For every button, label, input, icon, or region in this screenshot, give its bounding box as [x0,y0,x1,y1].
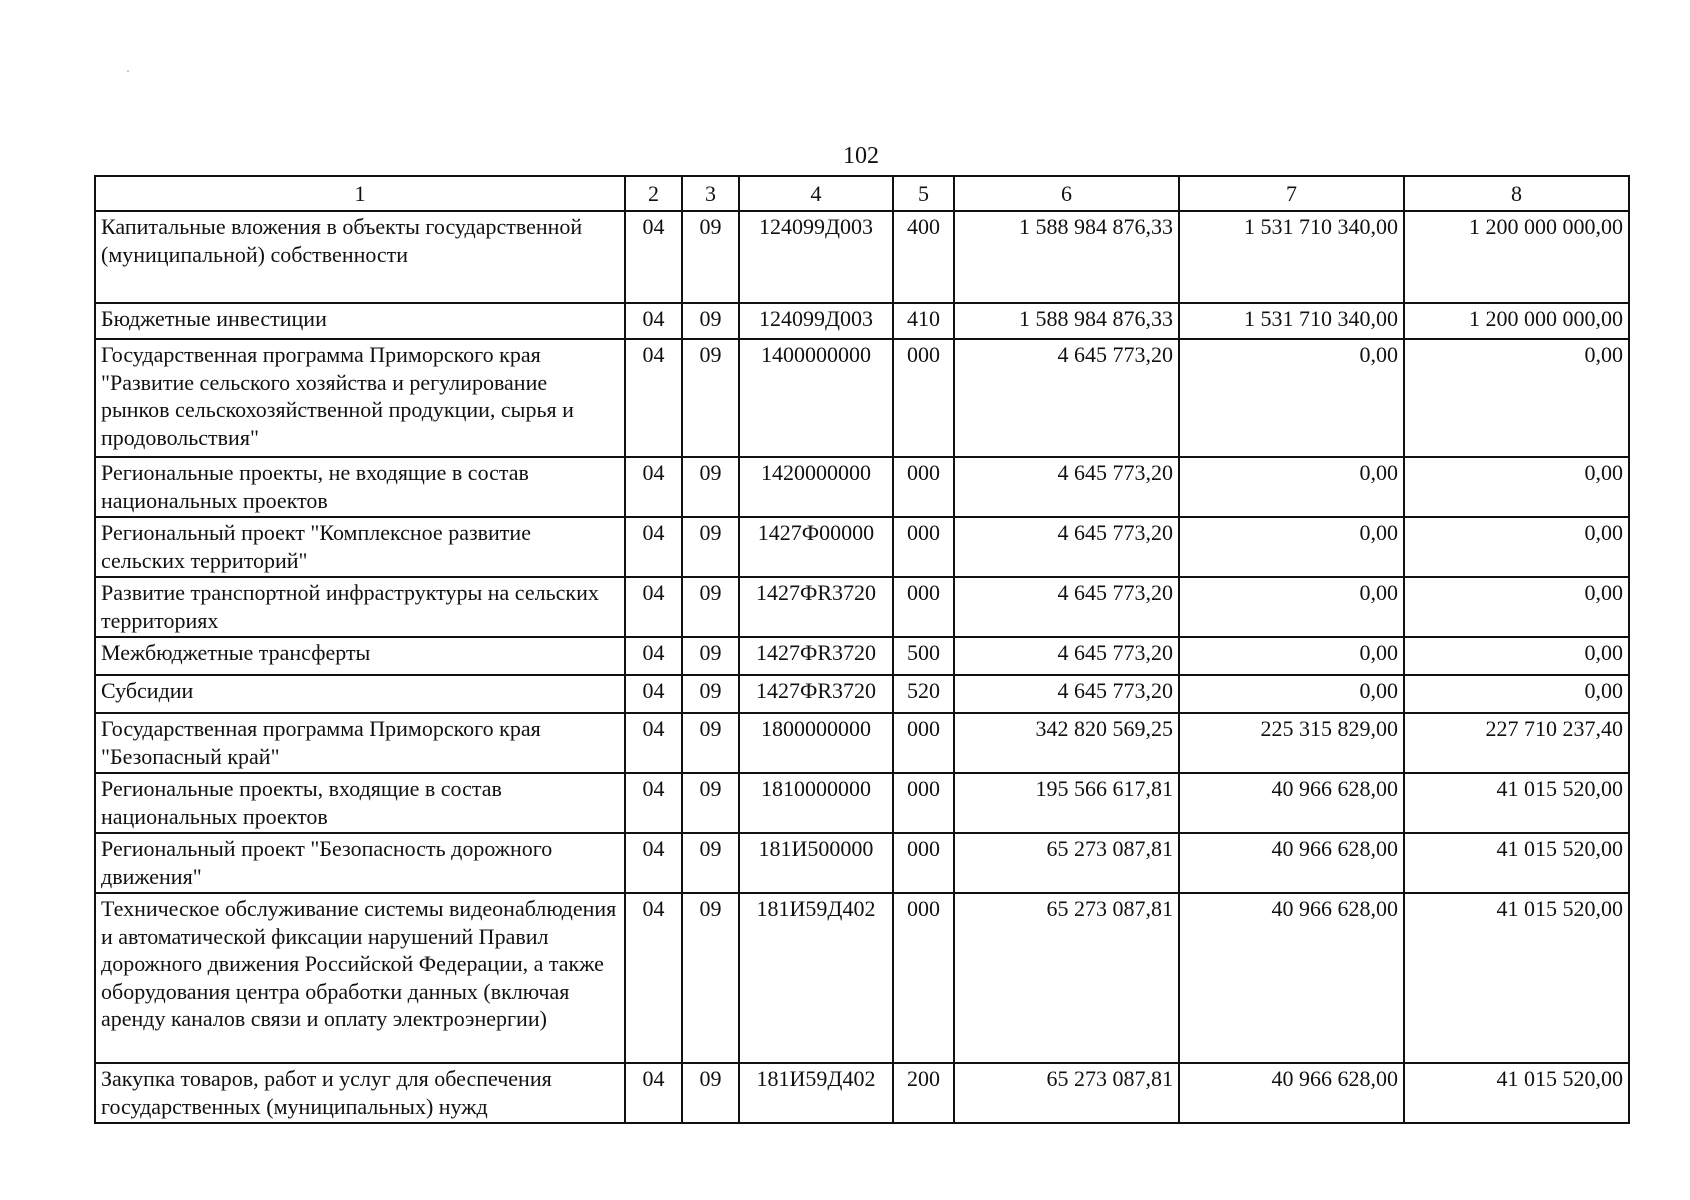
expense-type-code: 000 [893,457,954,517]
expense-type-code: 000 [893,833,954,893]
section-code: 04 [625,211,682,303]
table-row [95,1063,1629,1123]
target-article-code: 1427ФR3720 [739,577,893,637]
section-code: 04 [625,773,682,833]
row-name: Региональный проект "Комплексное развитие сельских территорий" [95,517,625,577]
row-name: Государственная программа Приморского края "Безопасный край" [95,713,625,773]
amount-col-7: 40 966 628,00 [1179,773,1404,833]
target-article-code: 1420000000 [739,457,893,517]
table-row [95,713,1629,773]
amount-col-8: 0,00 [1404,637,1629,675]
expense-type-code: 200 [893,1063,954,1123]
row-name: Региональный проект "Безопасность дорожного движения" [95,833,625,893]
target-article-code: 181И500000 [739,833,893,893]
row-name: Бюджетные инвестиции [95,303,625,339]
amount-col-7: 40 966 628,00 [1179,833,1404,893]
amount-col-8: 0,00 [1404,339,1629,457]
amount-col-8: 227 710 237,40 [1404,713,1629,773]
column-header: 3 [682,176,739,211]
amount-col-8: 0,00 [1404,457,1629,517]
amount-col-7: 0,00 [1179,339,1404,457]
amount-col-6: 4 645 773,20 [954,339,1179,457]
amount-col-8: 1 200 000 000,00 [1404,303,1629,339]
column-header: 4 [739,176,893,211]
row-name: Субсидии [95,675,625,713]
amount-col-8: 1 200 000 000,00 [1404,211,1629,303]
subsection-code: 09 [682,637,739,675]
subsection-code: 09 [682,1063,739,1123]
table-header-row [95,176,1629,211]
amount-col-6: 4 645 773,20 [954,457,1179,517]
subsection-code: 09 [682,675,739,713]
amount-col-8: 41 015 520,00 [1404,893,1629,1063]
table-row [95,893,1629,1063]
table-row [95,577,1629,637]
amount-col-7: 40 966 628,00 [1179,893,1404,1063]
subsection-code: 09 [682,713,739,773]
subsection-code: 09 [682,339,739,457]
amount-col-6: 65 273 087,81 [954,893,1179,1063]
amount-col-6: 195 566 617,81 [954,773,1179,833]
amount-col-8: 41 015 520,00 [1404,773,1629,833]
target-article-code: 1427Ф00000 [739,517,893,577]
page-number: 102 [843,143,879,169]
amount-col-6: 65 273 087,81 [954,1063,1179,1123]
amount-col-8: 0,00 [1404,577,1629,637]
expense-type-code: 000 [893,339,954,457]
column-header: 5 [893,176,954,211]
amount-col-6: 4 645 773,20 [954,675,1179,713]
column-header: 1 [95,176,625,211]
row-name: Государственная программа Приморского края "Развитие сельского хозяйства и регулирование рынков сельскохозяйственной продукции, сырья и продовольствия" [95,339,625,457]
section-code: 04 [625,675,682,713]
column-header: 2 [625,176,682,211]
section-code: 04 [625,637,682,675]
expense-type-code: 000 [893,517,954,577]
expense-type-code: 520 [893,675,954,713]
table-row [95,211,1629,303]
expense-type-code: 410 [893,303,954,339]
section-code: 04 [625,517,682,577]
table-row [95,833,1629,893]
row-name: Межбюджетные трансферты [95,637,625,675]
row-name: Региональные проекты, не входящие в состав национальных проектов [95,457,625,517]
row-name: Техническое обслуживание системы видеонаблюдения и автоматической фиксации нарушений Правил дорожного движения Российской Федерации, а также оборудования центра обработки данных (включая аренду каналов связи и оплату электроэнергии) [95,893,625,1063]
section-code: 04 [625,577,682,637]
table-row [95,457,1629,517]
target-article-code: 181И59Д402 [739,893,893,1063]
subsection-code: 09 [682,833,739,893]
target-article-code: 124099Д003 [739,211,893,303]
target-article-code: 1810000000 [739,773,893,833]
target-article-code: 124099Д003 [739,303,893,339]
amount-col-7: 0,00 [1179,517,1404,577]
section-code: 04 [625,1063,682,1123]
section-code: 04 [625,303,682,339]
table-row [95,339,1629,457]
expense-type-code: 000 [893,773,954,833]
table-row [95,637,1629,675]
amount-col-8: 0,00 [1404,675,1629,713]
amount-col-6: 4 645 773,20 [954,637,1179,675]
table-row [95,675,1629,713]
row-name: Закупка товаров, работ и услуг для обеспечения государственных (муниципальных) нужд [95,1063,625,1123]
row-name: Капитальные вложения в объекты государственной (муниципальной) собственности [95,211,625,303]
amount-col-8: 41 015 520,00 [1404,1063,1629,1123]
amount-col-6: 4 645 773,20 [954,517,1179,577]
row-name: Региональные проекты, входящие в состав национальных проектов [95,773,625,833]
subsection-code: 09 [682,303,739,339]
amount-col-7: 225 315 829,00 [1179,713,1404,773]
subsection-code: 09 [682,773,739,833]
column-header: 8 [1404,176,1629,211]
target-article-code: 1427ФR3720 [739,675,893,713]
amount-col-7: 0,00 [1179,457,1404,517]
expense-type-code: 500 [893,637,954,675]
amount-col-6: 1 588 984 876,33 [954,211,1179,303]
subsection-code: 09 [682,517,739,577]
expense-type-code: 000 [893,577,954,637]
scan-speck [127,70,129,72]
amount-col-6: 342 820 569,25 [954,713,1179,773]
amount-col-7: 1 531 710 340,00 [1179,211,1404,303]
target-article-code: 1400000000 [739,339,893,457]
table-row [95,517,1629,577]
table-row [95,773,1629,833]
subsection-code: 09 [682,211,739,303]
expense-type-code: 400 [893,211,954,303]
expense-type-code: 000 [893,713,954,773]
target-article-code: 1427ФR3720 [739,637,893,675]
amount-col-8: 41 015 520,00 [1404,833,1629,893]
amount-col-7: 0,00 [1179,637,1404,675]
column-header: 7 [1179,176,1404,211]
section-code: 04 [625,893,682,1063]
budget-table [94,175,1630,1124]
amount-col-7: 0,00 [1179,675,1404,713]
target-article-code: 1800000000 [739,713,893,773]
section-code: 04 [625,339,682,457]
amount-col-7: 1 531 710 340,00 [1179,303,1404,339]
amount-col-6: 4 645 773,20 [954,577,1179,637]
table-row [95,303,1629,339]
subsection-code: 09 [682,577,739,637]
target-article-code: 181И59Д402 [739,1063,893,1123]
amount-col-8: 0,00 [1404,517,1629,577]
column-header: 6 [954,176,1179,211]
amount-col-7: 0,00 [1179,577,1404,637]
expense-type-code: 000 [893,893,954,1063]
section-code: 04 [625,457,682,517]
row-name: Развитие транспортной инфраструктуры на сельских территориях [95,577,625,637]
section-code: 04 [625,833,682,893]
subsection-code: 09 [682,893,739,1063]
subsection-code: 09 [682,457,739,517]
amount-col-7: 40 966 628,00 [1179,1063,1404,1123]
amount-col-6: 1 588 984 876,33 [954,303,1179,339]
section-code: 04 [625,713,682,773]
amount-col-6: 65 273 087,81 [954,833,1179,893]
